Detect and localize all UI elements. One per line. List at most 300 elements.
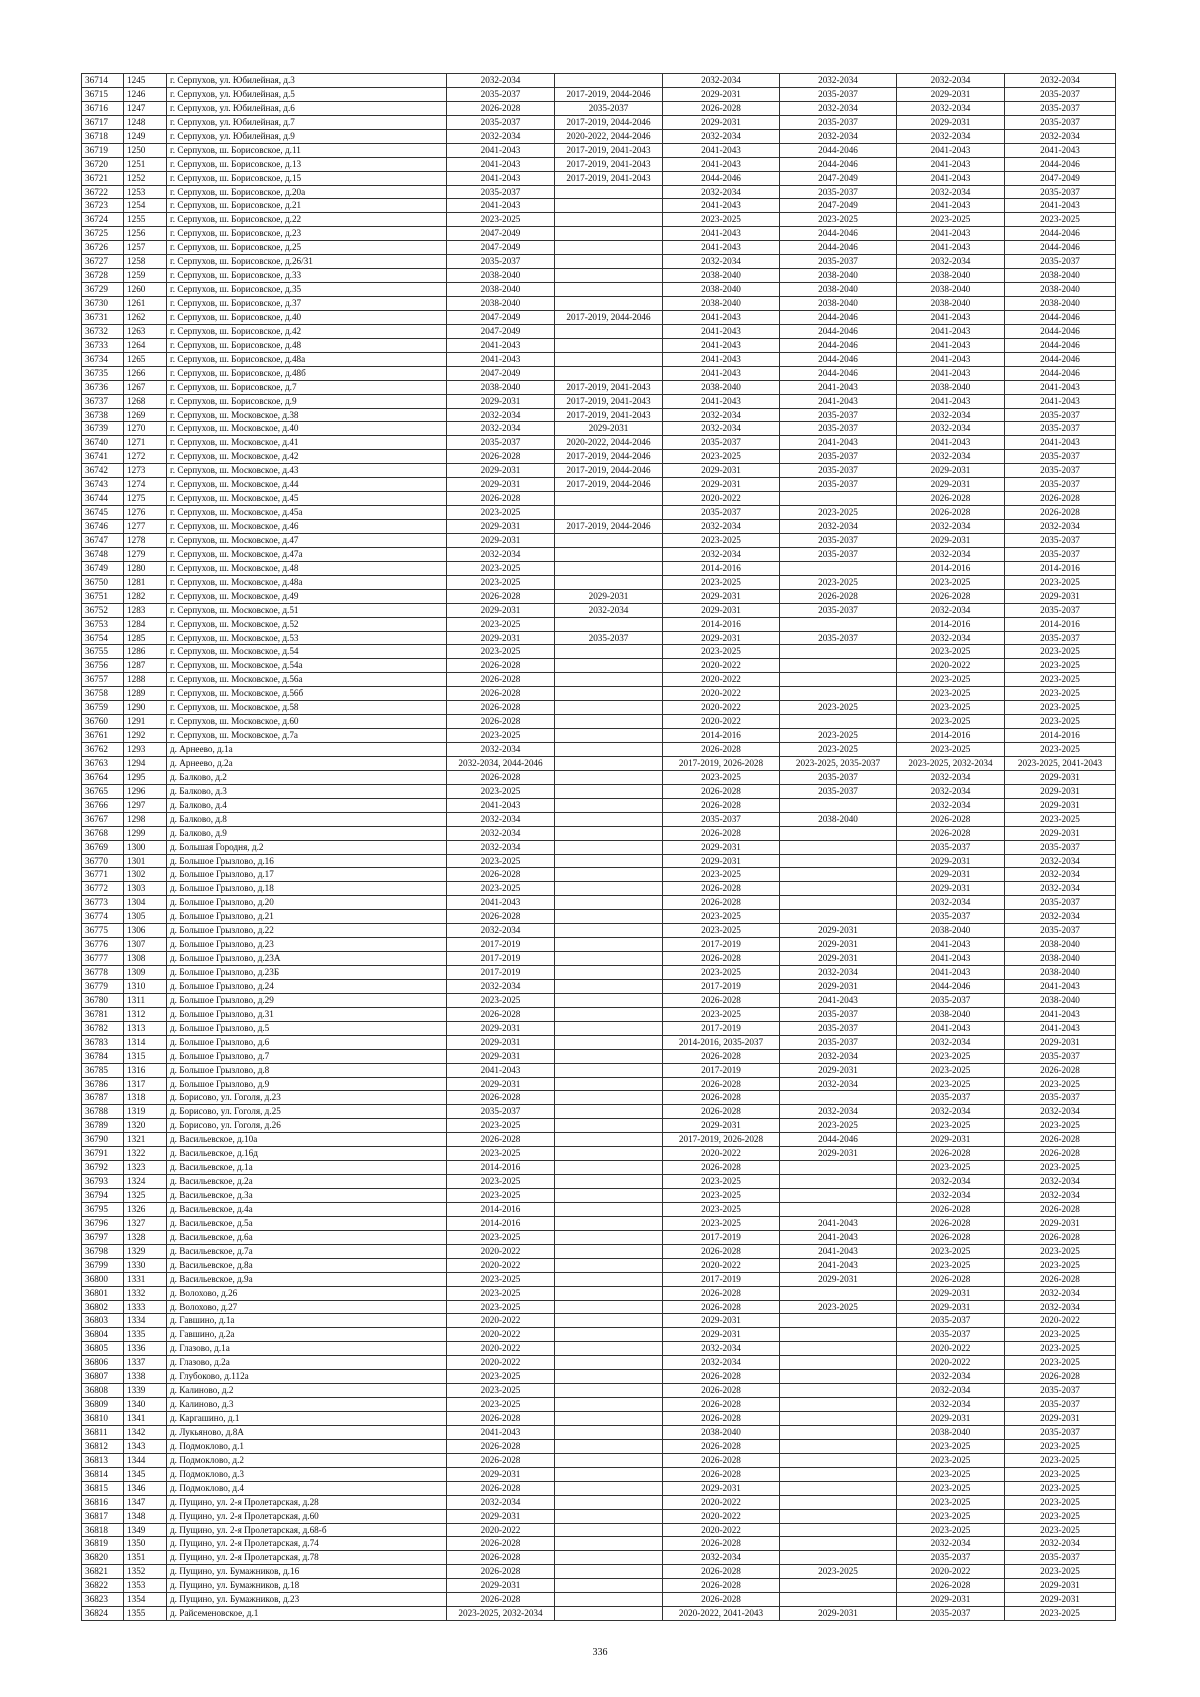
table-row xyxy=(82,952,1116,966)
address-cell: д. Райсеменовское, д.1 xyxy=(167,1607,447,1621)
period-col-5-cell: 2041-2043 xyxy=(897,241,1005,255)
period-col-1-cell: 2041-2043 xyxy=(447,143,555,157)
period-col-5-cell: 2038-2040 xyxy=(897,297,1005,311)
period-col-4-cell: 2023-2025 xyxy=(780,743,897,757)
item-number-cell: 1279 xyxy=(124,547,167,561)
period-col-6-cell: 2035-2037 xyxy=(1005,450,1116,464)
period-col-3-cell: 2035-2037 xyxy=(663,506,780,520)
address-cell: д. Волохово, д.26 xyxy=(167,1286,447,1300)
item-number-cell: 1286 xyxy=(124,645,167,659)
period-col-5-cell: 2032-2034 xyxy=(897,770,1005,784)
row-id-cell: 36824 xyxy=(82,1607,124,1621)
period-col-4-cell: 2041-2043 xyxy=(780,394,897,408)
period-col-3-cell: 2026-2028 xyxy=(663,1161,780,1175)
table-row xyxy=(82,1244,1116,1258)
period-col-5-cell: 2026-2028 xyxy=(897,492,1005,506)
address-cell: д. Большое Грызлово, д.29 xyxy=(167,993,447,1007)
period-col-2-cell xyxy=(555,1467,663,1481)
item-number-cell: 1330 xyxy=(124,1258,167,1272)
period-col-5-cell: 2023-2025 xyxy=(897,1161,1005,1175)
item-number-cell: 1349 xyxy=(124,1523,167,1537)
period-col-2-cell: 2017-2019, 2044-2046 xyxy=(555,115,663,129)
period-col-4-cell xyxy=(780,1328,897,1342)
address-cell: г. Серпухов, ш. Московское, д.49 xyxy=(167,589,447,603)
period-col-5-cell: 2023-2025 xyxy=(897,1481,1005,1495)
period-col-3-cell: 2041-2043 xyxy=(663,394,780,408)
table-row xyxy=(82,1077,1116,1091)
period-col-1-cell: 2026-2028 xyxy=(447,910,555,924)
period-col-5-cell: 2032-2034 xyxy=(897,101,1005,115)
period-col-1-cell: 2032-2034 xyxy=(447,129,555,143)
row-id-cell: 36731 xyxy=(82,310,124,324)
period-col-5-cell: 2026-2028 xyxy=(897,826,1005,840)
period-col-3-cell: 2041-2043 xyxy=(663,143,780,157)
row-id-cell: 36811 xyxy=(82,1425,124,1439)
period-col-4-cell: 2023-2025 xyxy=(780,1565,897,1579)
period-col-2-cell xyxy=(555,993,663,1007)
row-id-cell: 36776 xyxy=(82,938,124,952)
period-col-2-cell xyxy=(555,283,663,297)
period-col-6-cell: 2029-2031 xyxy=(1005,798,1116,812)
period-col-5-cell: 2029-2031 xyxy=(897,1300,1005,1314)
period-col-3-cell: 2026-2028 xyxy=(663,1537,780,1551)
period-col-3-cell: 2023-2025 xyxy=(663,213,780,227)
period-col-2-cell xyxy=(555,1105,663,1119)
period-col-5-cell: 2032-2034 xyxy=(897,255,1005,269)
period-col-3-cell: 2017-2019 xyxy=(663,1063,780,1077)
period-col-6-cell: 2032-2034 xyxy=(1005,1175,1116,1189)
period-col-1-cell: 2029-2031 xyxy=(447,603,555,617)
period-col-6-cell: 2032-2034 xyxy=(1005,520,1116,534)
address-cell: д. Калиново, д.3 xyxy=(167,1398,447,1412)
address-cell: г. Серпухов, ш. Московское, д.48а xyxy=(167,575,447,589)
row-id-cell: 36814 xyxy=(82,1467,124,1481)
table-row xyxy=(82,1523,1116,1537)
item-number-cell: 1328 xyxy=(124,1230,167,1244)
period-col-2-cell xyxy=(555,1258,663,1272)
period-col-3-cell: 2041-2043 xyxy=(663,352,780,366)
row-id-cell: 36820 xyxy=(82,1551,124,1565)
period-col-6-cell: 2023-2025 xyxy=(1005,1523,1116,1537)
period-col-3-cell: 2026-2028 xyxy=(663,1565,780,1579)
row-id-cell: 36751 xyxy=(82,589,124,603)
period-col-6-cell: 2023-2025 xyxy=(1005,701,1116,715)
table-row xyxy=(82,1579,1116,1593)
period-col-6-cell: 2032-2034 xyxy=(1005,854,1116,868)
period-col-4-cell xyxy=(780,882,897,896)
period-col-6-cell: 2035-2037 xyxy=(1005,1398,1116,1412)
period-col-2-cell: 2017-2019, 2041-2043 xyxy=(555,394,663,408)
period-col-2-cell xyxy=(555,617,663,631)
item-number-cell: 1266 xyxy=(124,366,167,380)
row-id-cell: 36727 xyxy=(82,255,124,269)
period-col-5-cell: 2032-2034 xyxy=(897,1384,1005,1398)
period-col-1-cell: 2038-2040 xyxy=(447,283,555,297)
period-col-2-cell xyxy=(555,756,663,770)
row-id-cell: 36797 xyxy=(82,1230,124,1244)
period-col-6-cell: 2035-2037 xyxy=(1005,631,1116,645)
period-col-3-cell: 2026-2028 xyxy=(663,1105,780,1119)
period-col-3-cell: 2026-2028 xyxy=(663,1398,780,1412)
item-number-cell: 1331 xyxy=(124,1272,167,1286)
period-col-6-cell: 2023-2025 xyxy=(1005,1439,1116,1453)
period-col-4-cell: 2044-2046 xyxy=(780,227,897,241)
period-col-4-cell xyxy=(780,1579,897,1593)
period-col-1-cell: 2020-2022 xyxy=(447,1314,555,1328)
period-col-1-cell: 2023-2025 xyxy=(447,213,555,227)
period-col-3-cell: 2023-2025 xyxy=(663,645,780,659)
row-id-cell: 36762 xyxy=(82,743,124,757)
period-col-2-cell xyxy=(555,1453,663,1467)
period-col-5-cell: 2041-2043 xyxy=(897,938,1005,952)
period-col-5-cell: 2023-2025 xyxy=(897,1049,1005,1063)
period-col-4-cell xyxy=(780,1384,897,1398)
period-col-6-cell: 2023-2025 xyxy=(1005,1244,1116,1258)
period-col-3-cell: 2026-2028 xyxy=(663,1300,780,1314)
period-col-6-cell: 2029-2031 xyxy=(1005,1412,1116,1426)
period-col-4-cell: 2041-2043 xyxy=(780,1258,897,1272)
period-col-6-cell: 2032-2034 xyxy=(1005,129,1116,143)
item-number-cell: 1289 xyxy=(124,687,167,701)
table-row xyxy=(82,784,1116,798)
item-number-cell: 1276 xyxy=(124,506,167,520)
period-col-6-cell: 2035-2037 xyxy=(1005,533,1116,547)
period-col-6-cell: 2038-2040 xyxy=(1005,993,1116,1007)
row-id-cell: 36732 xyxy=(82,324,124,338)
period-col-6-cell: 2032-2034 xyxy=(1005,1105,1116,1119)
period-col-3-cell: 2026-2028 xyxy=(663,1370,780,1384)
period-col-5-cell: 2038-2040 xyxy=(897,269,1005,283)
period-col-5-cell: 2032-2034 xyxy=(897,603,1005,617)
period-col-1-cell: 2029-2031 xyxy=(447,464,555,478)
period-col-2-cell xyxy=(555,1412,663,1426)
row-id-cell: 36760 xyxy=(82,715,124,729)
period-col-3-cell: 2026-2028 xyxy=(663,896,780,910)
period-col-1-cell: 2026-2028 xyxy=(447,770,555,784)
table-row xyxy=(82,324,1116,338)
period-col-1-cell: 2026-2028 xyxy=(447,1537,555,1551)
period-col-1-cell: 2026-2028 xyxy=(447,701,555,715)
row-id-cell: 36740 xyxy=(82,436,124,450)
item-number-cell: 1269 xyxy=(124,408,167,422)
period-col-1-cell: 2041-2043 xyxy=(447,157,555,171)
table-row xyxy=(82,1495,1116,1509)
row-id-cell: 36733 xyxy=(82,338,124,352)
period-col-5-cell: 2041-2043 xyxy=(897,227,1005,241)
period-col-1-cell: 2035-2037 xyxy=(447,87,555,101)
address-cell: д. Борисово, ул. Гоголя, д.25 xyxy=(167,1105,447,1119)
address-cell: г. Серпухов, ш. Московское, д.47 xyxy=(167,533,447,547)
period-col-4-cell: 2041-2043 xyxy=(780,1230,897,1244)
period-col-2-cell: 2017-2019, 2044-2046 xyxy=(555,464,663,478)
table-row xyxy=(82,255,1116,269)
period-col-2-cell xyxy=(555,966,663,980)
period-col-2-cell: 2029-2031 xyxy=(555,589,663,603)
table-row xyxy=(82,436,1116,450)
period-col-6-cell: 2026-2028 xyxy=(1005,1133,1116,1147)
period-col-1-cell: 2023-2025 xyxy=(447,645,555,659)
period-col-1-cell: 2026-2028 xyxy=(447,673,555,687)
address-cell: д. Подмоклово, д.3 xyxy=(167,1467,447,1481)
row-id-cell: 36757 xyxy=(82,673,124,687)
row-id-cell: 36823 xyxy=(82,1593,124,1607)
period-col-1-cell: 2032-2034 xyxy=(447,826,555,840)
address-cell: г. Серпухов, ул. Юбилейная, д.7 xyxy=(167,115,447,129)
period-col-5-cell: 2029-2031 xyxy=(897,882,1005,896)
table-row xyxy=(82,101,1116,115)
period-col-2-cell xyxy=(555,1537,663,1551)
period-col-5-cell: 2026-2028 xyxy=(897,589,1005,603)
address-cell: г. Серпухов, ул. Юбилейная, д.6 xyxy=(167,101,447,115)
table-row xyxy=(82,1342,1116,1356)
period-col-2-cell xyxy=(555,547,663,561)
period-col-5-cell: 2023-2025 xyxy=(897,1453,1005,1467)
period-col-3-cell: 2020-2022 xyxy=(663,701,780,715)
row-id-cell: 36721 xyxy=(82,171,124,185)
table-row xyxy=(82,1439,1116,1453)
period-col-6-cell: 2029-2031 xyxy=(1005,1216,1116,1230)
period-col-6-cell: 2026-2028 xyxy=(1005,1147,1116,1161)
period-col-5-cell: 2026-2028 xyxy=(897,1202,1005,1216)
period-col-6-cell: 2032-2034 xyxy=(1005,1286,1116,1300)
table-row xyxy=(82,269,1116,283)
period-col-5-cell: 2014-2016 xyxy=(897,729,1005,743)
table-row xyxy=(82,979,1116,993)
period-col-2-cell xyxy=(555,1049,663,1063)
period-col-2-cell xyxy=(555,1286,663,1300)
item-number-cell: 1272 xyxy=(124,450,167,464)
period-col-3-cell: 2029-2031 xyxy=(663,631,780,645)
period-col-2-cell xyxy=(555,1230,663,1244)
address-cell: г. Серпухов, ш. Борисовское, д.9 xyxy=(167,394,447,408)
period-col-2-cell xyxy=(555,1161,663,1175)
period-col-4-cell: 2035-2037 xyxy=(780,770,897,784)
period-col-3-cell: 2023-2025 xyxy=(663,575,780,589)
period-col-6-cell: 2035-2037 xyxy=(1005,1091,1116,1105)
period-col-3-cell: 2026-2028 xyxy=(663,1286,780,1300)
address-cell: г. Серпухов, ш. Московское, д.45 xyxy=(167,492,447,506)
period-col-1-cell: 2038-2040 xyxy=(447,380,555,394)
period-col-5-cell: 2032-2034 xyxy=(897,422,1005,436)
period-col-1-cell: 2026-2028 xyxy=(447,1091,555,1105)
period-col-5-cell: 2032-2034 xyxy=(897,1035,1005,1049)
period-col-3-cell: 2029-2031 xyxy=(663,1314,780,1328)
row-id-cell: 36756 xyxy=(82,659,124,673)
address-cell: д. Лукьяново, д.8А xyxy=(167,1425,447,1439)
table-row xyxy=(82,1189,1116,1203)
period-col-4-cell: 2029-2031 xyxy=(780,1147,897,1161)
period-col-2-cell xyxy=(555,673,663,687)
period-col-6-cell: 2041-2043 xyxy=(1005,1007,1116,1021)
item-number-cell: 1319 xyxy=(124,1105,167,1119)
row-id-cell: 36780 xyxy=(82,993,124,1007)
period-col-3-cell: 2023-2025 xyxy=(663,1202,780,1216)
period-col-4-cell: 2035-2037 xyxy=(780,422,897,436)
period-col-1-cell: 2035-2037 xyxy=(447,255,555,269)
period-col-5-cell: 2023-2025 xyxy=(897,1509,1005,1523)
row-id-cell: 36717 xyxy=(82,115,124,129)
period-col-3-cell: 2032-2034 xyxy=(663,74,780,88)
table-row xyxy=(82,603,1116,617)
period-col-2-cell xyxy=(555,1342,663,1356)
row-id-cell: 36741 xyxy=(82,450,124,464)
period-col-1-cell: 2014-2016 xyxy=(447,1216,555,1230)
row-id-cell: 36735 xyxy=(82,366,124,380)
period-col-6-cell: 2038-2040 xyxy=(1005,938,1116,952)
period-col-3-cell: 2026-2028 xyxy=(663,1091,780,1105)
period-col-5-cell: 2020-2022 xyxy=(897,1342,1005,1356)
address-cell: д. Васильевское, д.7а xyxy=(167,1244,447,1258)
table-row xyxy=(82,422,1116,436)
period-col-4-cell: 2035-2037 xyxy=(780,1007,897,1021)
period-col-5-cell: 2032-2034 xyxy=(897,74,1005,88)
period-col-5-cell: 2026-2028 xyxy=(897,1272,1005,1286)
period-col-5-cell: 2032-2034 xyxy=(897,450,1005,464)
table-row xyxy=(82,1314,1116,1328)
period-col-2-cell xyxy=(555,1328,663,1342)
period-col-5-cell: 2026-2028 xyxy=(897,1216,1005,1230)
period-col-5-cell: 2023-2025 xyxy=(897,743,1005,757)
item-number-cell: 1297 xyxy=(124,798,167,812)
period-col-5-cell: 2035-2037 xyxy=(897,1551,1005,1565)
period-col-3-cell: 2023-2025 xyxy=(663,770,780,784)
table-row xyxy=(82,1035,1116,1049)
table-row xyxy=(82,1551,1116,1565)
period-col-4-cell xyxy=(780,1189,897,1203)
period-col-6-cell: 2014-2016 xyxy=(1005,561,1116,575)
period-col-1-cell: 2026-2028 xyxy=(447,492,555,506)
table-row xyxy=(82,798,1116,812)
period-col-4-cell: 2044-2046 xyxy=(780,352,897,366)
period-col-5-cell: 2023-2025, 2032-2034 xyxy=(897,756,1005,770)
period-col-2-cell xyxy=(555,297,663,311)
period-col-1-cell: 2023-2025 xyxy=(447,1370,555,1384)
period-col-4-cell: 2044-2046 xyxy=(780,143,897,157)
period-col-4-cell: 2032-2034 xyxy=(780,1105,897,1119)
row-id-cell: 36730 xyxy=(82,297,124,311)
period-col-6-cell: 2044-2046 xyxy=(1005,352,1116,366)
period-col-6-cell: 2044-2046 xyxy=(1005,310,1116,324)
table-row xyxy=(82,199,1116,213)
period-col-4-cell xyxy=(780,896,897,910)
row-id-cell: 36796 xyxy=(82,1216,124,1230)
table-row xyxy=(82,1063,1116,1077)
period-col-5-cell: 2023-2025 xyxy=(897,213,1005,227)
address-cell: д. Большое Грызлово, д.8 xyxy=(167,1063,447,1077)
period-col-1-cell: 2035-2037 xyxy=(447,185,555,199)
item-number-cell: 1257 xyxy=(124,241,167,255)
item-number-cell: 1295 xyxy=(124,770,167,784)
period-col-1-cell: 2041-2043 xyxy=(447,338,555,352)
period-col-5-cell: 2023-2025 xyxy=(897,1495,1005,1509)
row-id-cell: 36821 xyxy=(82,1565,124,1579)
period-col-6-cell: 2041-2043 xyxy=(1005,979,1116,993)
period-col-4-cell xyxy=(780,1161,897,1175)
row-id-cell: 36804 xyxy=(82,1328,124,1342)
period-col-4-cell: 2035-2037 xyxy=(780,408,897,422)
period-col-4-cell: 2023-2025, 2035-2037 xyxy=(780,756,897,770)
item-number-cell: 1299 xyxy=(124,826,167,840)
period-col-2-cell xyxy=(555,715,663,729)
item-number-cell: 1290 xyxy=(124,701,167,715)
period-col-1-cell: 2023-2025 xyxy=(447,1119,555,1133)
period-col-2-cell: 2032-2034 xyxy=(555,603,663,617)
address-cell: д. Васильевское, д.6а xyxy=(167,1230,447,1244)
period-col-4-cell xyxy=(780,1481,897,1495)
period-col-4-cell xyxy=(780,1356,897,1370)
table-row xyxy=(82,1175,1116,1189)
item-number-cell: 1278 xyxy=(124,533,167,547)
item-number-cell: 1301 xyxy=(124,854,167,868)
row-id-cell: 36787 xyxy=(82,1091,124,1105)
item-number-cell: 1282 xyxy=(124,589,167,603)
row-id-cell: 36791 xyxy=(82,1147,124,1161)
item-number-cell: 1252 xyxy=(124,171,167,185)
period-col-2-cell xyxy=(555,645,663,659)
table-row xyxy=(82,1007,1116,1021)
period-col-5-cell: 2023-2025 xyxy=(897,575,1005,589)
period-col-6-cell: 2041-2043 xyxy=(1005,380,1116,394)
period-col-1-cell: 2026-2028 xyxy=(447,1593,555,1607)
table-row xyxy=(82,157,1116,171)
period-col-2-cell xyxy=(555,1300,663,1314)
period-col-6-cell: 2014-2016 xyxy=(1005,729,1116,743)
row-id-cell: 36742 xyxy=(82,464,124,478)
table-row xyxy=(82,617,1116,631)
period-col-5-cell: 2041-2043 xyxy=(897,966,1005,980)
period-col-4-cell: 2023-2025 xyxy=(780,729,897,743)
table-row xyxy=(82,701,1116,715)
table-row xyxy=(82,1481,1116,1495)
item-number-cell: 1285 xyxy=(124,631,167,645)
item-number-cell: 1247 xyxy=(124,101,167,115)
period-col-6-cell: 2032-2034 xyxy=(1005,1189,1116,1203)
period-col-1-cell: 2023-2025 xyxy=(447,575,555,589)
period-col-3-cell: 2023-2025 xyxy=(663,868,780,882)
address-cell: г. Серпухов, ш. Борисовское, д.35 xyxy=(167,283,447,297)
period-col-6-cell: 2038-2040 xyxy=(1005,283,1116,297)
period-col-4-cell: 2035-2037 xyxy=(780,533,897,547)
period-col-5-cell: 2035-2037 xyxy=(897,1091,1005,1105)
period-col-6-cell: 2032-2034 xyxy=(1005,1537,1116,1551)
period-col-5-cell: 2023-2025 xyxy=(897,1523,1005,1537)
period-col-1-cell: 2029-2031 xyxy=(447,1035,555,1049)
address-cell: д. Васильевское, д.4а xyxy=(167,1202,447,1216)
period-col-6-cell: 2041-2043 xyxy=(1005,143,1116,157)
row-id-cell: 36774 xyxy=(82,910,124,924)
row-id-cell: 36739 xyxy=(82,422,124,436)
address-cell: д. Балково, д.9 xyxy=(167,826,447,840)
row-id-cell: 36802 xyxy=(82,1300,124,1314)
address-cell: д. Большое Грызлово, д.20 xyxy=(167,896,447,910)
period-col-5-cell: 2041-2043 xyxy=(897,352,1005,366)
item-number-cell: 1311 xyxy=(124,993,167,1007)
row-id-cell: 36770 xyxy=(82,854,124,868)
item-number-cell: 1323 xyxy=(124,1161,167,1175)
period-col-1-cell: 2041-2043 xyxy=(447,798,555,812)
period-col-6-cell: 2023-2025 xyxy=(1005,1607,1116,1621)
table-row xyxy=(82,1356,1116,1370)
table-row xyxy=(82,1398,1116,1412)
period-col-3-cell: 2026-2028 xyxy=(663,952,780,966)
period-col-5-cell: 2032-2034 xyxy=(897,1189,1005,1203)
period-col-1-cell: 2029-2031 xyxy=(447,394,555,408)
item-number-cell: 1275 xyxy=(124,492,167,506)
period-col-6-cell: 2023-2025 xyxy=(1005,1467,1116,1481)
period-col-3-cell: 2032-2034 xyxy=(663,408,780,422)
item-number-cell: 1280 xyxy=(124,561,167,575)
period-col-2-cell: 2017-2019, 2041-2043 xyxy=(555,157,663,171)
